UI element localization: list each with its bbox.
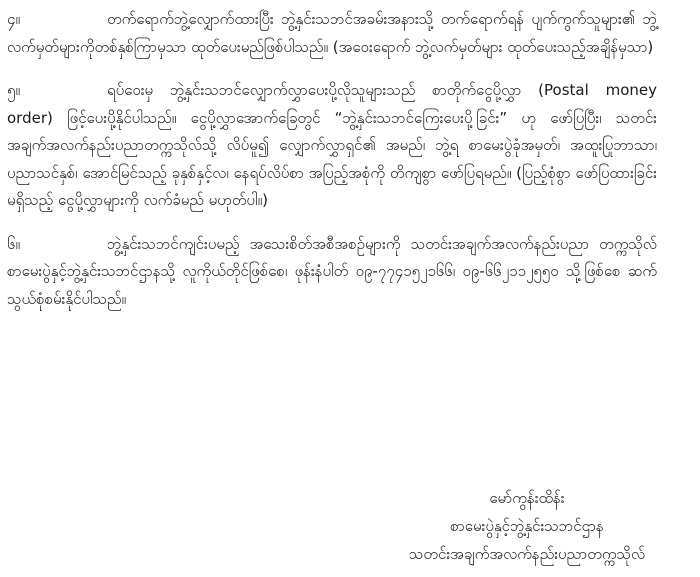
signature-university: သတင်းအချက်အလက်နည်းပညာတက္ကသိုလ် <box>408 545 646 563</box>
paragraph-6 <box>7 231 657 314</box>
paragraph-5 <box>7 77 657 215</box>
paragraph-5-number: ၅။ <box>7 81 20 99</box>
signature-department: စာမေးပွဲနှင့်ဘွဲ့နှင်းသဘင်ဌာန <box>450 517 604 535</box>
signature-block <box>362 484 692 568</box>
paragraph-6-text: ဘွဲ့နှင်းသဘင်ကျင်းပမည့် အသေးစိတ်အစီအစဉ်များကို သတင်းအချက်အလက်နည်းပညာ တက္ကသိုလ် စာမေးပွဲနှင့်ဘွဲ့နှင်းသဘင်ဌာနသို့ လူကိုယ်တိုင်ဖြစ်စေ၊ ဖုန်းနံပါတ် ၀၉-၇၇၄၁၅၂၁၆၆၊ ၀၉-၆၆၂၁၁၂၅၅၀ သို့ဖြစ်စေ ဆက်သွယ်စုံစမ်းနိုင်ပါသည်။ <box>7 234 657 308</box>
paragraph-4 <box>7 6 657 61</box>
signature-title: မော်ကွန်းထိန်း <box>489 489 565 507</box>
paragraph-4-text: တက်ရောက်ဘွဲ့လျှောက်ထားပြီး ဘွဲ့နှင်းသဘင်အခမ်းအနားသို့ တက်ရောက်ရန် ပျက်ကွက်သူများ၏ ဘွဲ့လက်မှတ်များကိုတစ်နှစ်ကြာမှသာ ထုတ်ပေးမည်ဖြစ်ပါသည်။ (အဝေးရောက် ဘွဲ့လက်မှတ်များ ထုတ်ပေးသည့်အချိန်မှသာ) <box>7 10 657 56</box>
paragraph-5-text: ရပ်ဝေးမှ ဘွဲ့နှင်းသဘင်လျှောက်လွှာပေးပို့လိုသူများသည် စာတိုက်ငွေပို့လွှာ (Postal money order) ဖြင့်ပေးပို့နိုင်ပါသည်။ ငွေပို့လွှာအောက်ခြေတွင် “ဘွဲ့နှင်းသဘင်ကြေးပေးပို့ခြင်း” ဟု ဖော်ပြပြီး၊ သတင်းအချက်အလက်နည်းပညာတက္ကသိုလ်သို့ လိပ်မူ၍ လျှောက်လွှာရှင်၏ အမည်၊ ဘွဲ့ရ စာမေးပွဲခုံအမှတ်၊ အထူးပြုဘာသာ၊ ပညာသင်နှစ်၊ အောင်မြင်သည့် ခုနှစ်နှင့်လ၊ နေရပ်လိပ်စာ အပြည့်အစုံကို တိကျစွာ ဖော်ပြရမည်။ (ပြည့်စုံစွာ ဖော်ပြထားခြင်းမရှိသည့် ငွေပို့လွှာများကို လက်ခံမည် မဟုတ်ပါ။) <box>7 81 657 209</box>
paragraph-6-number: ၆။ <box>7 234 20 253</box>
document-body <box>7 6 657 329</box>
paragraph-4-number: ၄။ <box>7 10 20 28</box>
